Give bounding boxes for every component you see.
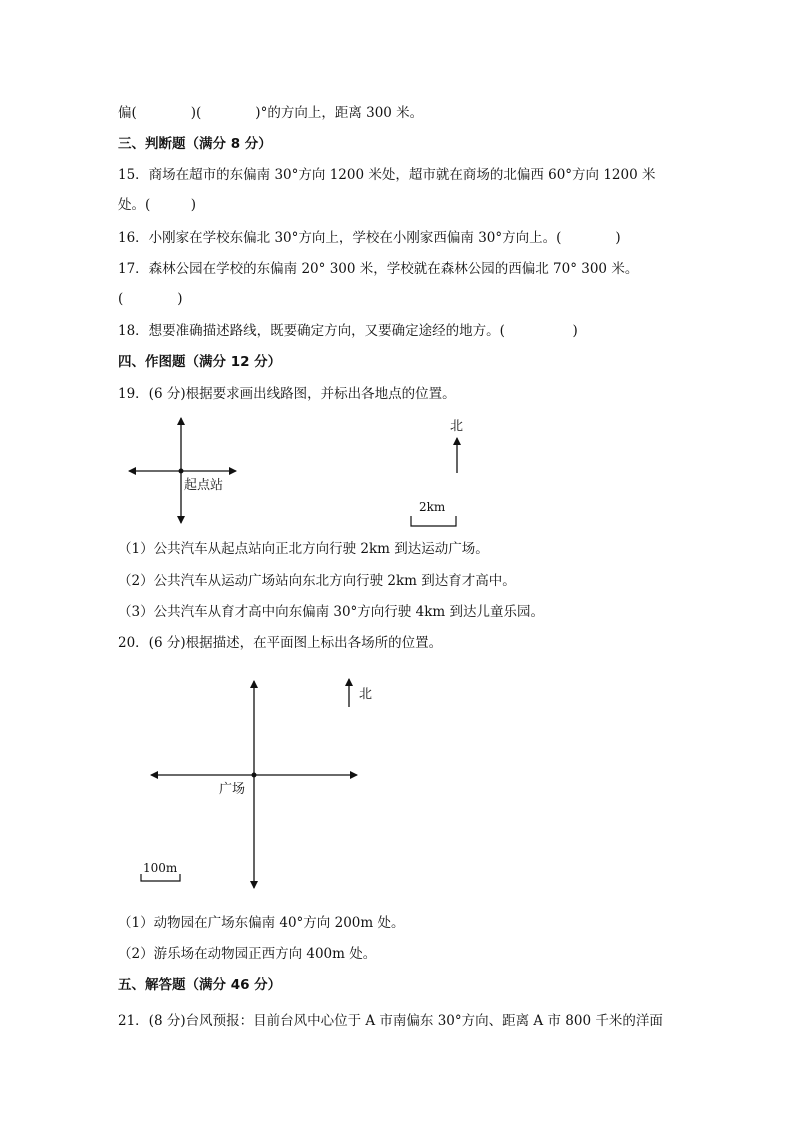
origin-point [179,469,184,474]
section-heading-drawing: 四、作图题（满分 12 分） [118,354,282,370]
question-16: 16．小刚家在学校东偏北 30°方向上，学校在小刚家西偏南 30°方向上。( ) [118,230,621,246]
scale-bar-1 [411,516,456,526]
question-20-part-2: （2）游乐场在动物园正西方向 400m 处。 [118,946,377,962]
north-label: 北 [450,419,464,434]
scale-bar-2 [141,874,180,881]
origin-label: 起点站 [184,478,224,493]
question-19-part-3: （3）公共汽车从育才高中向东偏南 30°方向行驶 4km 到达儿童乐园。 [118,604,544,620]
compass-cross-2 [151,681,357,888]
question-19: 19．(6 分)根据要求画出线路图，并标出各地点的位置。 [118,386,456,402]
section-heading-solutions: 五、解答题（满分 46 分） [118,977,282,993]
question-20-part-1: （1）动物园在广场东偏南 40°方向 200m 处。 [118,915,405,931]
question-19-part-2: （2）公共汽车从运动广场站向东北方向行驶 2km 到达育才高中。 [118,573,516,589]
question-17: 17．森林公园在学校的东偏南 20° 300 米，学校就在森林公园的西偏北 70° 300 米。 [118,261,639,277]
section-heading-judgement: 三、判断题（满分 8 分） [118,136,272,152]
origin-label: 广场 [219,782,246,797]
question-15-answer: 处。( ) [118,197,197,213]
question-19-part-1: （1）公共汽车从起点站向正北方向行驶 2km 到达运动广场。 [118,541,489,557]
origin-point [252,773,257,778]
question-20: 20．(6 分)根据描述，在平面图上标出各场所的位置。 [118,635,443,651]
question-18: 18．想要准确描述路线，既要确定方向，又要确定途经的地方。( ) [118,323,578,339]
text-line: 偏( )( )°的方向上，距离 300 米。 [118,105,424,121]
compass-cross-1 [129,418,236,523]
north-label: 北 [359,687,373,702]
question-15: 15．商场在超市的东偏南 30°方向 1200 米处，超市就在商场的北偏西 60°方向 1200 米 [118,167,656,183]
question-21: 21．(8 分)台风预报：目前台风中心位于 A 市南偏东 30°方向、距离 A 市 800 千米的洋面 [118,1013,663,1029]
question-17-answer: ( ) [118,291,183,307]
scale-label: 2km [419,500,446,514]
scale-label: 100m [143,861,178,875]
